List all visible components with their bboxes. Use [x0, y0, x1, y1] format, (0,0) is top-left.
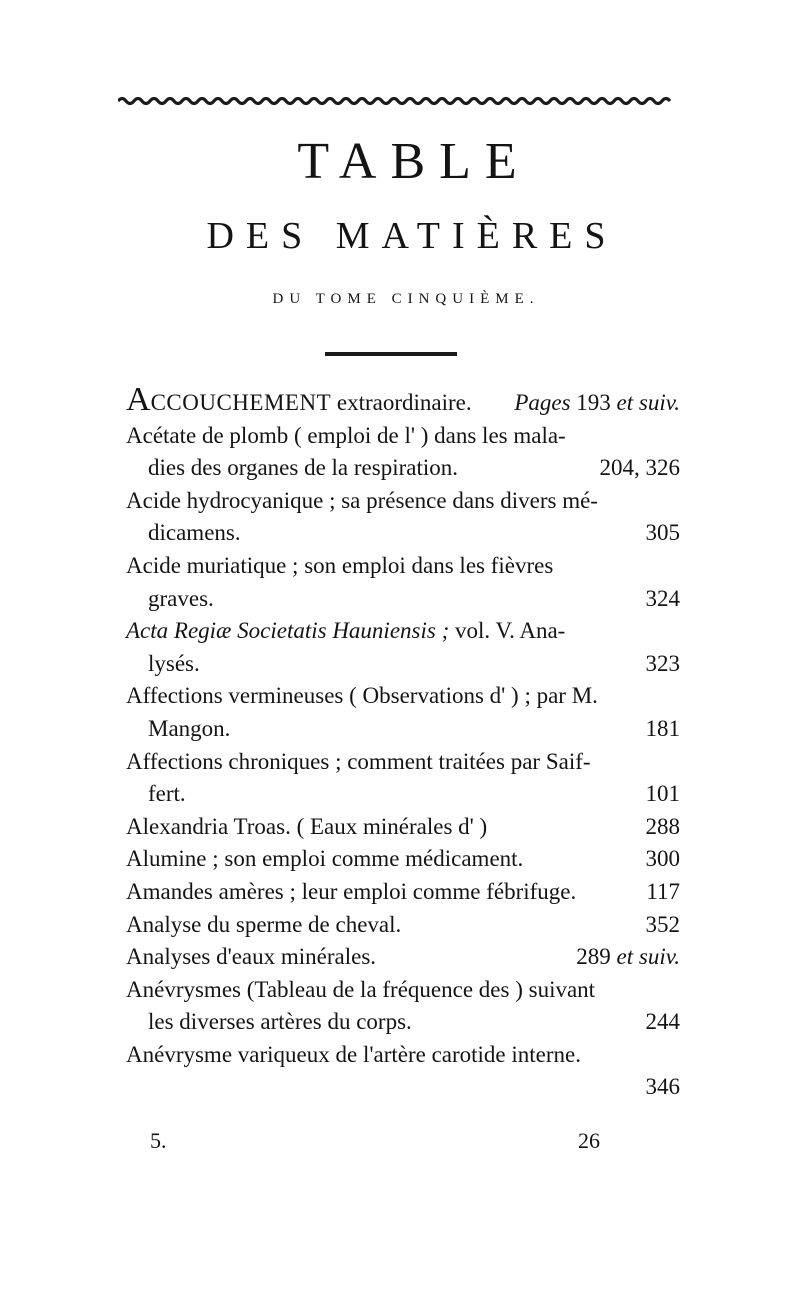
page-number: 26 [578, 1128, 600, 1153]
entry-text: vol. V. Ana- [449, 618, 566, 644]
entry-text: Alexandria Troas. ( Eaux minérales d' ) [126, 813, 488, 839]
entry-text: Analyses d'eaux minérales. [126, 944, 377, 970]
index-entry [126, 615, 680, 680]
entry-text: Alumine ; son emploi comme médicament. [126, 846, 524, 872]
entry-text: extraordinaire. [331, 390, 472, 415]
entry-page: 288 [645, 813, 680, 839]
entry-page-prefix: Pages [514, 390, 571, 415]
entry-page: 305 [645, 520, 680, 546]
entry-page: 300 [645, 846, 680, 872]
index-entry [126, 843, 680, 876]
index-entry [126, 876, 680, 909]
entry-text: Anévrysmes (Tableau de la fréquence des ) suivant [126, 976, 596, 1002]
entry-page: 346 [645, 1074, 680, 1100]
entry-text: Acétate de plomb ( emploi de l' ) dans les mala- [126, 422, 566, 448]
entry-text-continued: dies des organes de la respiration. [148, 455, 458, 481]
entry-title-italic: Acta Regiæ Societatis Hauniensis ; [126, 618, 450, 644]
index-entry [126, 381, 680, 420]
entry-text-continued: dicamens. [148, 520, 241, 546]
entry-text-continued: graves. [148, 585, 214, 611]
entry-page-suffix: et suiv. [616, 390, 680, 415]
index-entry [126, 550, 680, 615]
index-entry [126, 746, 680, 811]
entry-page: 289 [576, 944, 611, 970]
index-entry [126, 680, 680, 745]
entry-text-continued: lysés. [148, 650, 200, 676]
entry-text: Analyse du sperme de cheval. [126, 911, 402, 937]
entry-text-continued: les diverses artères du corps. [148, 1009, 412, 1035]
entry-headword: CCOUCHEMENT [150, 390, 332, 415]
index-entry [126, 909, 680, 942]
entry-page: 101 [645, 781, 680, 807]
entry-text: Affections chroniques ; comment traitées par Saif- [126, 748, 591, 774]
divider-rule [325, 352, 457, 356]
entry-text-continued: Mangon. [148, 715, 231, 741]
index-entry [126, 1039, 680, 1104]
index-entry [126, 941, 680, 974]
entry-text: Amandes amères ; leur emploi comme fébrifuge. [126, 878, 577, 904]
index-entry [126, 485, 680, 550]
entry-text: Acide muriatique ; son emploi dans les fièvres [126, 552, 554, 578]
entry-text: Affections vermineuses ( Observations d' ) ; par M. [126, 683, 598, 709]
entry-initial: A [126, 381, 151, 418]
entry-page: 193 [570, 390, 617, 415]
page-footer [150, 1128, 600, 1154]
entry-text: Anévrysme variqueux de l'artère carotide interne. [126, 1041, 581, 1067]
entry-page: 117 [646, 878, 680, 904]
volume-label: DU TOME CINQUIÈME. [272, 291, 540, 307]
entry-page: 324 [645, 585, 680, 611]
index-entry [126, 811, 680, 844]
signature-mark: 5. [150, 1128, 167, 1153]
ornamental-rule [118, 96, 673, 106]
index-entry [126, 420, 680, 485]
entry-page-suffix: et suiv. [616, 944, 680, 970]
entry-page: 204, 326 [599, 455, 680, 481]
page-subtitle: DES MATIÈRES [206, 215, 618, 257]
entry-page: 323 [645, 650, 680, 676]
entry-text: Acide hydrocyanique ; sa présence dans divers mé- [126, 487, 598, 513]
index-entry [126, 974, 680, 1039]
index-entries [126, 381, 680, 1104]
entry-page: 352 [645, 911, 680, 937]
entry-text-continued: fert. [148, 781, 186, 807]
entry-page: 244 [645, 1009, 680, 1035]
page-title: TABLE [297, 133, 531, 190]
entry-page: 181 [645, 715, 680, 741]
